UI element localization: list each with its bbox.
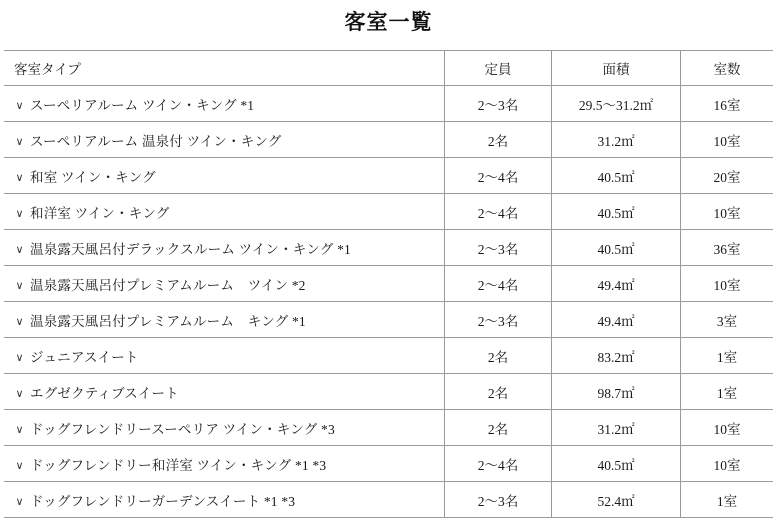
room-type-cell[interactable] (4, 86, 445, 122)
room-type-cell[interactable] (4, 266, 445, 302)
area-cell: 29.5〜31.2㎡ (552, 86, 681, 122)
capacity-cell: 2〜3名 (445, 482, 552, 518)
room-type-label: 温泉露天風呂付デラックスルーム ツイン・キング *1 (30, 241, 351, 257)
room-type-cell[interactable] (4, 194, 445, 230)
room-count-cell: 20室 (681, 158, 774, 194)
room-type-cell[interactable] (4, 410, 445, 446)
table-row[interactable] (4, 266, 773, 302)
room-count-cell: 10室 (681, 194, 774, 230)
table-row[interactable] (4, 374, 773, 410)
room-type-label: エグゼクティブスイート (30, 385, 179, 401)
chevron-down-icon[interactable]: ∨ (15, 170, 24, 184)
room-type-label: 和洋室 ツイン・キング (30, 205, 170, 221)
room-count-cell: 3室 (681, 302, 774, 338)
table-row[interactable] (4, 410, 773, 446)
chevron-down-icon[interactable]: ∨ (15, 386, 24, 400)
column-header-area: 面積 (552, 51, 681, 86)
area-cell: 40.5㎡ (552, 194, 681, 230)
chevron-down-icon[interactable]: ∨ (15, 494, 24, 508)
room-type-cell[interactable] (4, 158, 445, 194)
table-row[interactable] (4, 86, 773, 122)
room-type-label: スーペリアルーム ツイン・キング *1 (30, 97, 255, 113)
table-body (4, 86, 773, 518)
table-row[interactable] (4, 194, 773, 230)
capacity-cell: 2名 (445, 122, 552, 158)
table-header (4, 51, 773, 86)
table-row[interactable] (4, 158, 773, 194)
room-count-cell: 10室 (681, 446, 774, 482)
room-count-cell: 1室 (681, 482, 774, 518)
room-type-cell[interactable] (4, 482, 445, 518)
table-row[interactable] (4, 338, 773, 374)
chevron-down-icon[interactable]: ∨ (15, 314, 24, 328)
chevron-down-icon[interactable]: ∨ (15, 98, 24, 112)
column-header-capacity: 定員 (445, 51, 552, 86)
table-row[interactable] (4, 302, 773, 338)
capacity-cell: 2名 (445, 410, 552, 446)
capacity-cell: 2名 (445, 338, 552, 374)
chevron-down-icon[interactable]: ∨ (15, 458, 24, 472)
room-type-label: スーペリアルーム 温泉付 ツイン・キング (30, 133, 282, 149)
capacity-cell: 2名 (445, 374, 552, 410)
area-cell: 31.2㎡ (552, 410, 681, 446)
room-type-cell[interactable] (4, 374, 445, 410)
capacity-cell: 2〜3名 (445, 86, 552, 122)
chevron-down-icon[interactable]: ∨ (15, 422, 24, 436)
table-row[interactable] (4, 122, 773, 158)
room-type-label: 温泉露天風呂付プレミアムルーム キング *1 (30, 313, 306, 329)
room-count-cell: 1室 (681, 374, 774, 410)
column-header-rooms: 室数 (681, 51, 774, 86)
room-type-label: ジュニアスイート (30, 349, 139, 365)
table-row[interactable] (4, 230, 773, 266)
area-cell: 52.4㎡ (552, 482, 681, 518)
room-type-label: ドッグフレンドリースーペリア ツイン・キング *3 (30, 421, 335, 437)
area-cell: 83.2㎡ (552, 338, 681, 374)
room-type-cell[interactable] (4, 446, 445, 482)
table-row[interactable] (4, 482, 773, 518)
room-type-label: 和室 ツイン・キング (30, 169, 156, 185)
room-list-page (0, 6, 777, 523)
area-cell: 40.5㎡ (552, 158, 681, 194)
room-type-label: ドッグフレンドリー和洋室 ツイン・キング *1 *3 (30, 457, 327, 473)
capacity-cell: 2〜4名 (445, 446, 552, 482)
capacity-cell: 2〜4名 (445, 266, 552, 302)
chevron-down-icon[interactable]: ∨ (15, 206, 24, 220)
room-count-cell: 10室 (681, 122, 774, 158)
room-count-cell: 10室 (681, 410, 774, 446)
room-type-cell[interactable] (4, 230, 445, 266)
chevron-down-icon[interactable]: ∨ (15, 134, 24, 148)
room-type-label: ドッグフレンドリーガーデンスイート *1 *3 (30, 493, 296, 509)
room-count-cell: 36室 (681, 230, 774, 266)
table-header-row (4, 51, 773, 86)
room-count-cell: 16室 (681, 86, 774, 122)
capacity-cell: 2〜3名 (445, 230, 552, 266)
room-type-cell[interactable] (4, 338, 445, 374)
column-header-room-type: 客室タイプ (4, 51, 445, 86)
area-cell: 98.7㎡ (552, 374, 681, 410)
room-type-label: 温泉露天風呂付プレミアムルーム ツイン *2 (30, 277, 306, 293)
room-type-cell[interactable] (4, 302, 445, 338)
table-row[interactable] (4, 446, 773, 482)
chevron-down-icon[interactable]: ∨ (15, 278, 24, 292)
capacity-cell: 2〜4名 (445, 194, 552, 230)
area-cell: 31.2㎡ (552, 122, 681, 158)
area-cell: 40.5㎡ (552, 230, 681, 266)
room-list-table (4, 50, 773, 518)
chevron-down-icon[interactable]: ∨ (15, 242, 24, 256)
capacity-cell: 2〜3名 (445, 302, 552, 338)
room-count-cell: 10室 (681, 266, 774, 302)
chevron-down-icon[interactable]: ∨ (15, 350, 24, 364)
page-title: 客室一覧 (344, 10, 433, 34)
capacity-cell: 2〜4名 (445, 158, 552, 194)
room-type-cell[interactable] (4, 122, 445, 158)
area-cell: 49.4㎡ (552, 302, 681, 338)
area-cell: 40.5㎡ (552, 446, 681, 482)
area-cell: 49.4㎡ (552, 266, 681, 302)
room-count-cell: 1室 (681, 338, 774, 374)
